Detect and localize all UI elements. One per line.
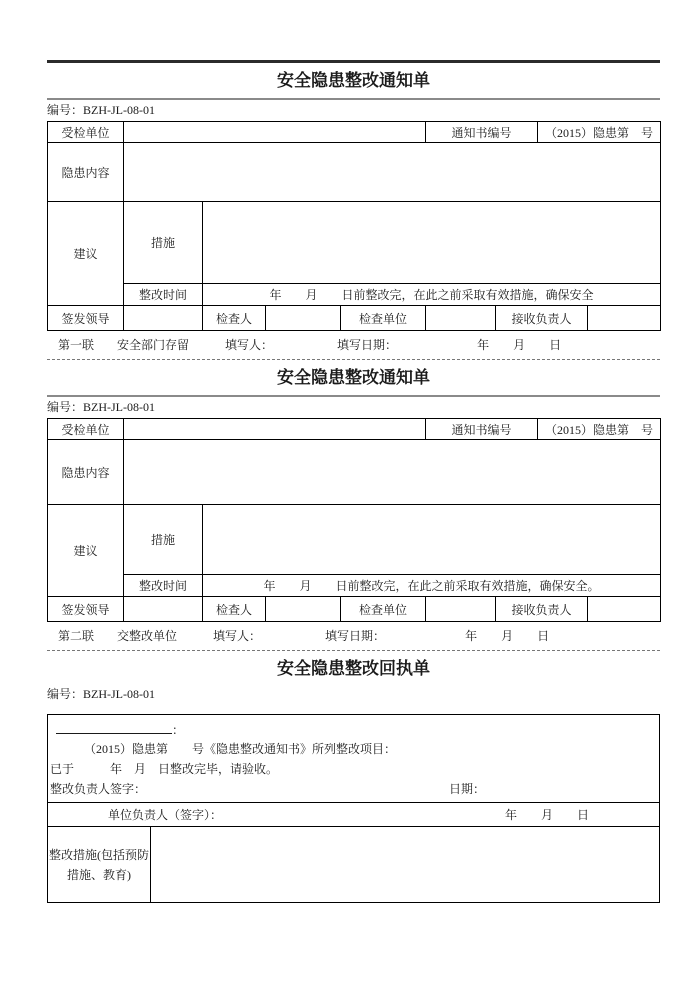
deadline-label: 整改时间 (124, 575, 203, 597)
issuer-label: 签发领导 (48, 306, 124, 331)
inspected-unit-label: 受检单位 (48, 419, 124, 440)
unit-sign-row (48, 802, 659, 827)
receipt-body (48, 715, 659, 802)
hazard-label: 隐患内容 (48, 440, 124, 505)
unit-sign-label: 单位负责人（签字）： (108, 808, 223, 822)
filler-label: 填写人： (213, 628, 262, 643)
receiver-label: 接收负责人 (496, 306, 588, 331)
doc-code: 编号：BZH-JL-08-01 (47, 103, 155, 117)
doc-code: 编号：BZH-JL-08-01 (47, 687, 155, 701)
notice-no-value: （2015）隐患第 号 (538, 419, 661, 440)
copy-no-label: 第二联 (58, 628, 95, 643)
receipt-section (47, 657, 660, 903)
fill-date-label: 填写日期： (337, 337, 398, 352)
inspector-label: 检查人 (203, 306, 266, 331)
receipt-box (47, 714, 660, 903)
notice-section-1 (47, 60, 660, 360)
ymd-label: 年 月 日 (465, 628, 550, 643)
title-rule (47, 98, 660, 100)
deadline-label: 整改时间 (124, 284, 203, 306)
measures-row (48, 827, 659, 902)
rectifier-sign-label: 整改负责人签字： (50, 782, 147, 796)
issuer-value-cell (124, 306, 203, 331)
measures-label: 措施 (124, 202, 203, 284)
fill-date-label: 填写日期： (325, 628, 386, 643)
notice-no-label: 通知书编号 (426, 122, 538, 143)
issuer-value-cell (124, 597, 203, 622)
date-label: 日期： (449, 782, 486, 796)
unit-ymd-label: 年 月 日 (505, 808, 590, 822)
copy-footer-2 (47, 622, 660, 648)
notice-no-value: （2015）隐患第 号 (538, 122, 661, 143)
inspected-unit-label: 受检单位 (48, 122, 124, 143)
inspector-label: 检查人 (203, 597, 266, 622)
inspected-unit-value-cell (124, 122, 426, 143)
measures-label: 措施 (124, 505, 203, 575)
measures-value-cell (203, 505, 661, 575)
inspect-unit-label: 检查单位 (341, 306, 426, 331)
doc-title: 安全隐患整改通知单 (277, 71, 430, 90)
title-rule (47, 395, 660, 397)
addressee-line (50, 720, 653, 739)
ymd-label: 年 月 日 (477, 337, 562, 352)
measures-label-cell: 整改措施(包括预防措施、教育) (48, 827, 151, 902)
issuer-label: 签发领导 (48, 597, 124, 622)
project-line: （2015）隐患第 号《隐患整改通知书》所列整改项目： (84, 742, 397, 756)
copy-holder-label: 安全部门存留 (117, 337, 190, 352)
sign-date-line (50, 779, 653, 799)
doc-title: 安全隐患整改回执单 (277, 659, 430, 678)
copy-holder-label: 交整改单位 (117, 628, 178, 643)
hazard-value-cell (124, 440, 661, 505)
inspect-unit-label: 检查单位 (341, 597, 426, 622)
receiver-value-cell (588, 306, 661, 331)
receiver-value-cell (588, 597, 661, 622)
top-rule (47, 60, 660, 63)
hazard-value-cell (124, 143, 661, 202)
inspected-unit-value-cell (124, 419, 426, 440)
doc-code: 编号：BZH-JL-08-01 (47, 400, 155, 414)
cut-line-2 (47, 650, 660, 651)
inspector-value-cell (266, 597, 341, 622)
deadline-text: 年 月 日前整改完，在此之前采取有效措施，确保安全 (203, 284, 661, 306)
notice-no-label: 通知书编号 (426, 419, 538, 440)
notice1-table (47, 121, 661, 331)
measures-value-cell (151, 827, 659, 902)
inspect-unit-value-cell (426, 306, 496, 331)
inspect-unit-value-cell (426, 597, 496, 622)
notice2-table (47, 418, 661, 622)
addressee-colon: ： (172, 723, 185, 737)
filler-label: 填写人： (225, 337, 274, 352)
doc-title: 安全隐患整改通知单 (277, 368, 430, 387)
cut-line-1 (47, 359, 660, 360)
measures-value-cell (203, 202, 661, 284)
completion-line: 已于 年 月 日整改完毕，请验收。 (50, 762, 279, 776)
hazard-label: 隐患内容 (48, 143, 124, 202)
inspector-value-cell (266, 306, 341, 331)
suggestion-label: 建议 (48, 505, 124, 597)
receiver-label: 接收负责人 (496, 597, 588, 622)
notice-section-2 (47, 366, 660, 651)
addressee-blank (56, 720, 172, 734)
copy-no-label: 第一联 (58, 337, 95, 352)
copy-footer-1 (47, 331, 660, 357)
suggestion-label: 建议 (48, 202, 124, 306)
deadline-text: 年 月 日前整改完，在此之前采取有效措施，确保安全。 (203, 575, 661, 597)
